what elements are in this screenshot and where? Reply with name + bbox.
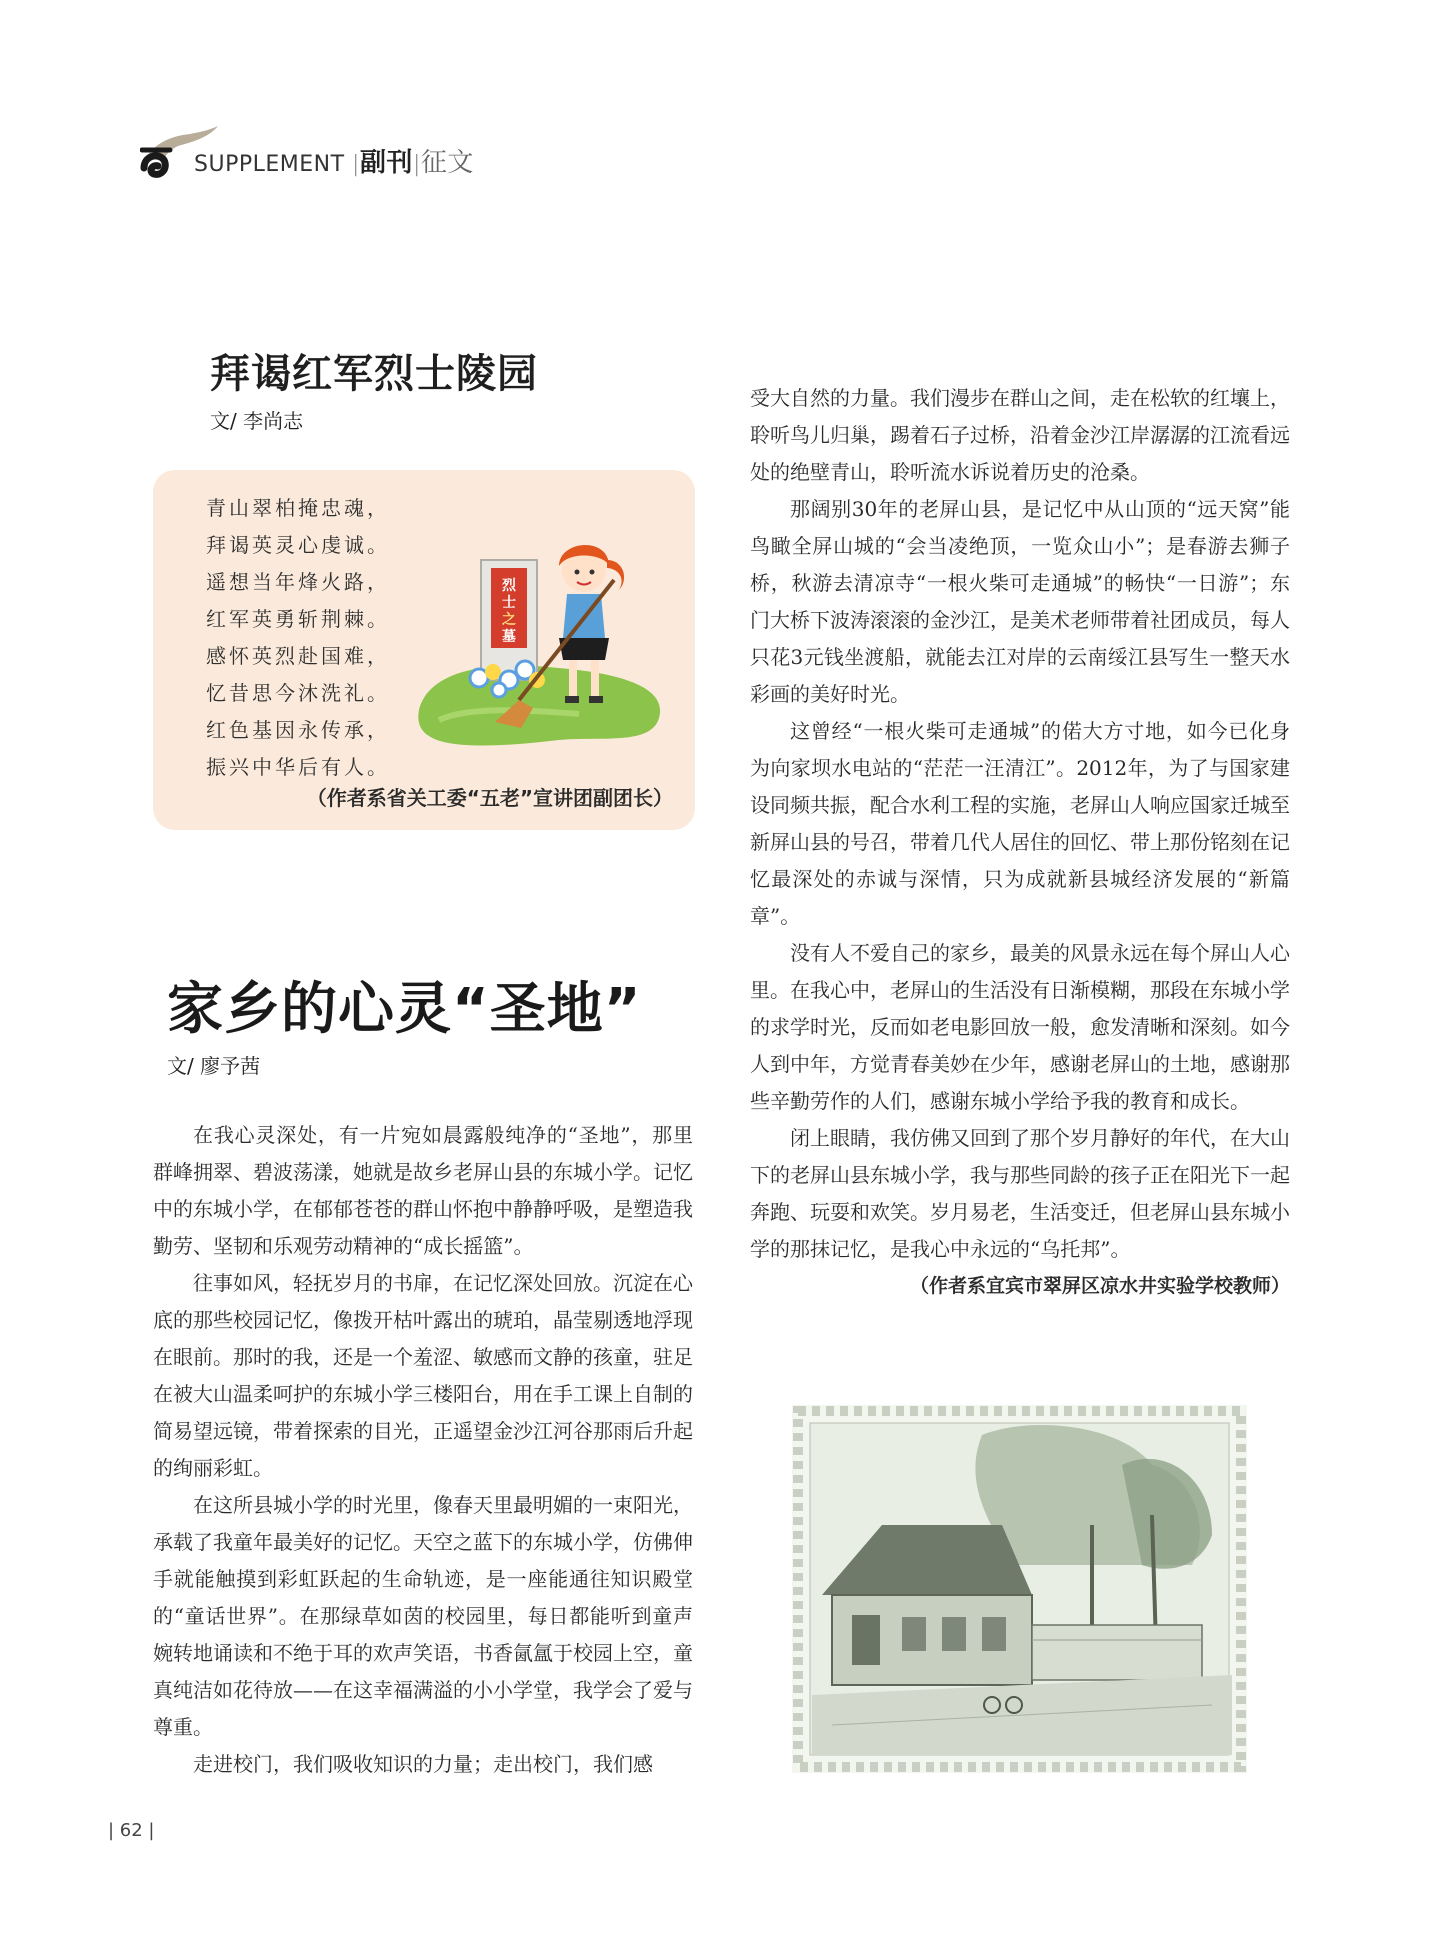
- supplement-header: SUPPLEMENT |副刊|征文: [140, 120, 640, 180]
- paragraph: 在这所县城小学的时光里，像春天里最明媚的一束阳光，承载了我童年最美好的记忆。天空之蓝下的东城小学，仿佛伸手就能触摸到彩虹跃起的生命轨迹，是一座能通往知识殿堂的“童话世界”。在那绿草如茵的校园里，每日都能听到童声婉转地诵读和不绝于耳的欢声笑语，书香氤氲于校园上空，童真纯洁如花待放——在这幸福满溢的小小学堂，我学会了爱与尊重。: [153, 1493, 693, 1739]
- poem-line: 振兴中华后有人。: [206, 755, 390, 779]
- header-section: 副刊: [359, 148, 413, 178]
- header-subsection: 征文: [420, 148, 474, 178]
- article2-author-note: （作者系宜宾市翠屏区凉水井实验学校教师）: [909, 1275, 1290, 1297]
- paragraph: 在我心灵深处，有一片宛如晨露般纯净的“圣地”，那里群峰拥翠、碧波荡漾，她就是故乡老屏山县的东城小学。记忆中的东城小学，在郁郁苍苍的群山怀抱中静静呼吸，是塑造我勤劳、坚韧和乐观劳动精神的“成长摇篮”。: [153, 1123, 693, 1258]
- poem-author-note: （作者系省关工委“五老”宣讲团副团长）: [306, 786, 673, 810]
- article2-left-column: [153, 1117, 693, 1783]
- poem-lines: [206, 490, 390, 786]
- poem-box: [153, 470, 695, 830]
- svg-text:之: 之: [502, 612, 516, 628]
- poem-line: 遥想当年烽火路，: [206, 570, 390, 594]
- poem-line: 青山翠柏掩忠魂，: [206, 496, 390, 520]
- paragraph: 往事如风，轻抚岁月的书扉，在记忆深处回放。沉淀在心底的那些校园记忆，像拨开枯叶露出的琥珀，晶莹剔透地浮现在眼前。那时的我，还是一个羞涩、敏感而文静的孩童，驻足在被大山温柔呵护的东城小学三楼阳台，用在手工课上自制的简易望远镜，带着探索的目光，正遥望金沙江河谷那雨后升起的绚丽彩虹。: [153, 1271, 693, 1480]
- paragraph: 这曾经“一根火柴可走通城”的偌大方寸地，如今已化身为向家坝水电站的“茫茫一汪清江”。2012年，为了与国家建设同频共振，配合水利工程的实施，老屏山人响应国家迁城至新屏山县的号召，带着几代人居住的回忆、带上那份铭刻在记忆最深处的赤诚与深情，只为成就新县城经济发展的“新篇章”。: [750, 719, 1290, 928]
- poem-line: 感怀英烈赴国难，: [206, 644, 390, 668]
- article2-author: 文/ 廖予茜: [167, 1054, 261, 1078]
- article1-title: 拜谒红军烈士陵园: [210, 350, 538, 397]
- paragraph: [750, 1120, 1290, 1297]
- svg-text:烈: 烈: [502, 578, 516, 594]
- article1-author: 文/ 李尚志: [210, 409, 304, 433]
- school-sketch-stamp-image: [792, 1405, 1247, 1773]
- paragraph: 受大自然的力量。我们漫步在群山之间，走在松软的红壤上，聆听鸟儿归巢，踢着石子过桥，沿着金沙江岸潺潺的江流看远处的绝壁青山，聆听流水诉说着历史的沧桑。: [750, 386, 1290, 484]
- article2-right-column: [750, 380, 1290, 1305]
- paragraph: 没有人不爱自己的家乡，最美的风景永远在每个屏山人心里。在我心中，老屏山的生活没有日渐模糊，那段在东城小学的求学时光，反而如老电影回放一般，愈发清晰和深刻。如今人到中年，方觉青春美妙在少年，感谢老屏山的土地，感谢那些辛勤劳作的人们，感谢东城小学给予我的教育和成长。: [750, 941, 1290, 1113]
- poem-line: 忆昔思今沐洗礼。: [206, 681, 390, 705]
- paragraph: 那阔别30年的老屏山县，是记忆中从山顶的“远天窝”能鸟瞰全屏山城的“会当凌绝顶，一览众山小”；是春游去狮子桥，秋游去清凉寺“一根火柴可走通城”的畅快“一日游”；东门大桥下波涛滚滚的金沙江，是美术老师带着社团成员，每人只花3元钱坐渡船，就能去江对岸的云南绥江县写生一整天水彩画的美好时光。: [750, 497, 1290, 706]
- poem-line: 红色基因永传承，: [206, 718, 390, 742]
- paragraph-text: 闭上眼睛，我仿佛又回到了那个岁月静好的年代，在大山下的老屏山县东城小学，我与那些同龄的孩子正在阳光下一起奔跑、玩耍和欢笑。岁月易老，生活变迁，但老屏山县东城小学的那抹记忆，是我心中永远的“乌托邦”。: [750, 1126, 1290, 1261]
- girl-sweeping-tomb-illustration: [409, 510, 669, 750]
- header-english: SUPPLEMENT: [194, 152, 345, 177]
- svg-text:士: 士: [502, 595, 516, 611]
- poem-line: 红军英勇斩荆棘。: [206, 607, 390, 631]
- page-number: | 62 |: [108, 1820, 155, 1841]
- paragraph: 走进校门，我们吸收知识的力量；走出校门，我们感: [193, 1752, 653, 1776]
- svg-text:墓: 墓: [502, 629, 516, 645]
- poem-line: 拜谒英灵心虔诚。: [206, 533, 390, 557]
- article2-title: 家乡的心灵“圣地”: [167, 977, 642, 1042]
